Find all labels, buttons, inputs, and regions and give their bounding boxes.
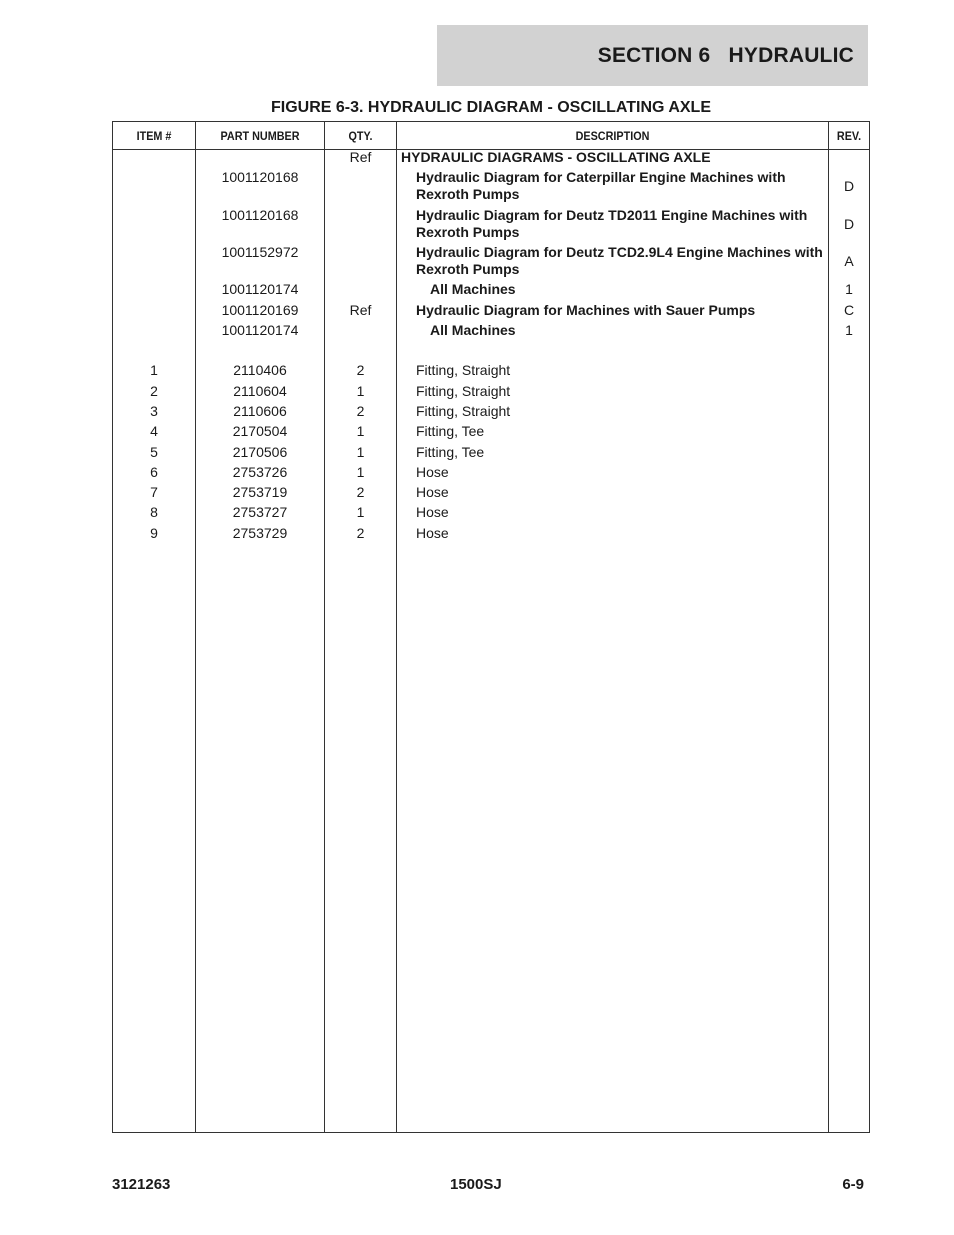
description: Fitting, Straight <box>416 362 511 378</box>
description: Hydraulic Diagram for Machines with Sauer Pumps <box>416 302 756 318</box>
description: All Machines <box>430 281 516 297</box>
item-number: 2 <box>150 383 158 399</box>
description: Hose <box>416 504 449 520</box>
description: All Machines <box>430 322 516 338</box>
description: Fitting, Tee <box>416 423 485 439</box>
revision: C <box>843 302 855 318</box>
part-number: 2170504 <box>232 423 288 439</box>
revision: A <box>844 253 854 269</box>
column-divider <box>828 122 829 1132</box>
quantity: 2 <box>356 525 365 541</box>
part-number: 2753719 <box>232 484 288 500</box>
section-header <box>437 25 868 86</box>
description: Fitting, Tee <box>416 444 485 460</box>
part-number: 2110406 <box>233 362 287 378</box>
header-part-number: PART NUMBER <box>220 128 300 143</box>
quantity: 1 <box>356 423 365 439</box>
item-number: 5 <box>150 444 158 460</box>
part-number: 2110604 <box>233 383 287 399</box>
quantity: 2 <box>356 362 365 378</box>
description: Hydraulic Diagram for Caterpillar Engine Machines with Rexroth Pumps <box>416 169 786 202</box>
model-name: 1500SJ <box>450 1176 502 1193</box>
quantity: 2 <box>356 484 365 500</box>
revision: 1 <box>845 322 853 338</box>
description: Hose <box>416 525 449 541</box>
column-divider <box>195 122 196 1132</box>
quantity: 1 <box>356 383 365 399</box>
quantity: 1 <box>356 464 365 480</box>
figure-title: FIGURE 6-3. HYDRAULIC DIAGRAM - OSCILLATING AXLE <box>271 99 711 116</box>
item-number: 1 <box>150 362 158 378</box>
quantity: 1 <box>356 444 365 460</box>
revision: D <box>843 216 855 232</box>
column-divider <box>396 122 397 1132</box>
description: Hose <box>416 484 449 500</box>
description: HYDRAULIC DIAGRAMS - OSCILLATING AXLE <box>401 149 711 165</box>
section-title: SECTION 6 HYDRAULIC <box>597 43 854 67</box>
part-number: 2753729 <box>232 525 288 541</box>
revision: D <box>843 178 855 194</box>
item-number: 7 <box>150 484 158 500</box>
part-number: 2753726 <box>232 464 288 480</box>
description: Hydraulic Diagram for Deutz TD2011 Engine Machines with Rexroth Pumps <box>416 207 808 240</box>
item-number: 6 <box>150 464 158 480</box>
description: Hydraulic Diagram for Deutz TCD2.9L4 Engine Machines with Rexroth Pumps <box>416 244 823 277</box>
parts-table <box>112 121 870 1133</box>
item-number: 8 <box>150 504 158 520</box>
item-number: 3 <box>150 403 158 419</box>
quantity: Ref <box>349 302 372 318</box>
item-number: 9 <box>150 525 158 541</box>
quantity: 2 <box>356 403 365 419</box>
description: Hose <box>416 464 449 480</box>
quantity: Ref <box>349 149 372 165</box>
description: Fitting, Straight <box>416 403 511 419</box>
header-description: DESCRIPTION <box>575 128 650 143</box>
item-number: 4 <box>150 423 158 439</box>
part-number: 2170506 <box>232 444 288 460</box>
page-number: 6-9 <box>842 1176 864 1193</box>
header-item: ITEM # <box>136 128 172 143</box>
column-divider <box>324 122 325 1132</box>
part-number: 2753727 <box>232 504 288 520</box>
header-rev: REV. <box>836 128 862 143</box>
quantity: 1 <box>356 504 365 520</box>
doc-number: 3121263 <box>112 1176 171 1193</box>
part-number: 2110606 <box>233 403 287 419</box>
part-number: 1001120174 <box>221 281 299 297</box>
part-number: 1001152972 <box>221 244 299 260</box>
description: Fitting, Straight <box>416 383 511 399</box>
revision: 1 <box>845 281 853 297</box>
part-number: 1001120169 <box>221 302 299 318</box>
part-number: 1001120168 <box>221 207 299 223</box>
part-number: 1001120174 <box>221 322 299 338</box>
part-number: 1001120168 <box>221 169 299 185</box>
header-qty: QTY. <box>348 128 373 143</box>
